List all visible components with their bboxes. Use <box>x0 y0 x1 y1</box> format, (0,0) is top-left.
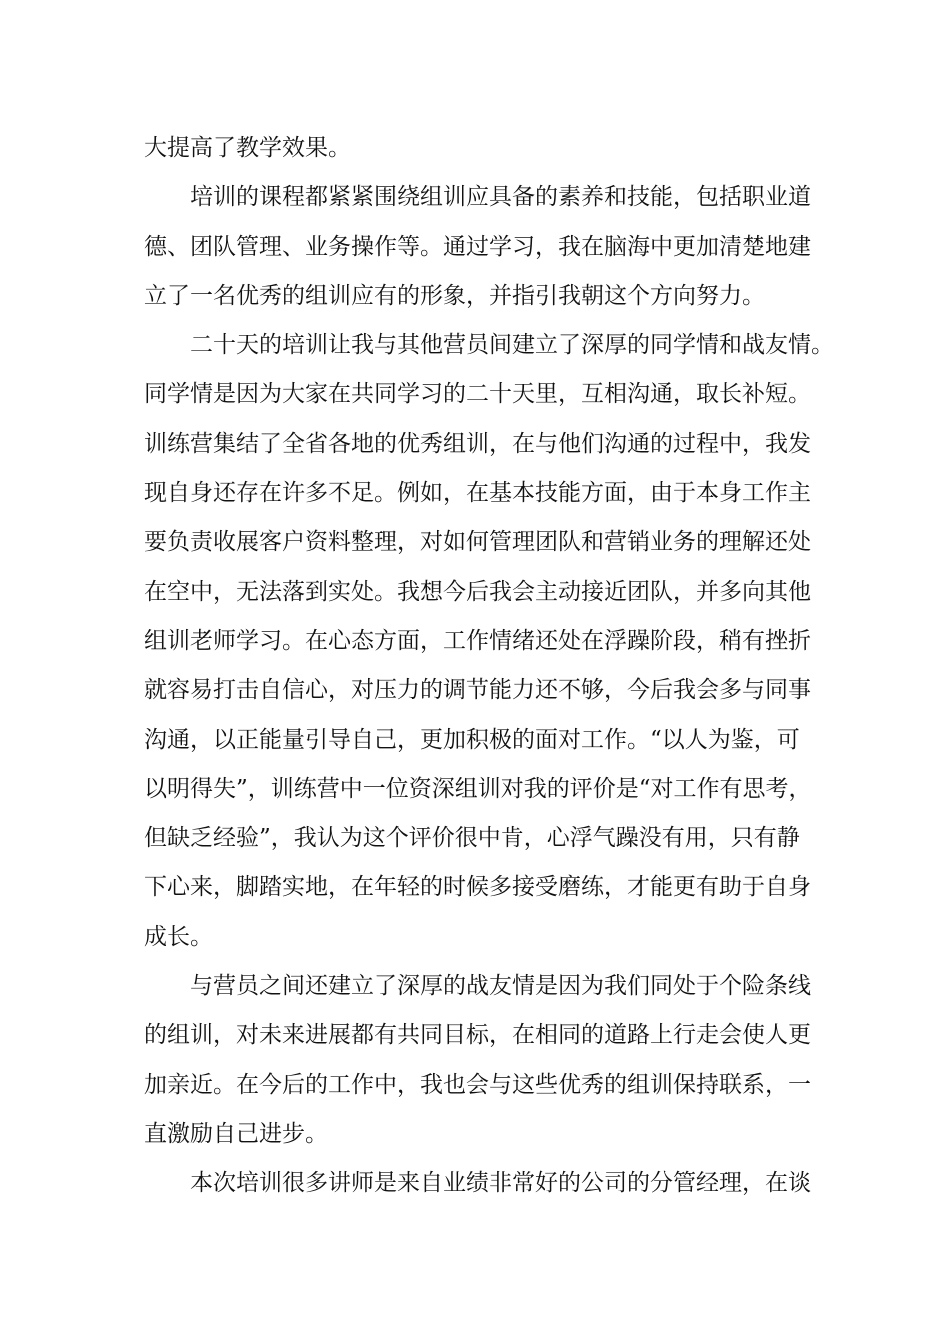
text-line: 下心来，脚踏实地，在年轻的时候多接受磨练，才能更有助于自身 <box>144 874 811 901</box>
text-line: 直激励自己进步。 <box>144 1120 328 1147</box>
text-line: 组训老师学习。在心态方面，工作情绪还处在浮躁阶段，稍有挫折 <box>144 627 811 654</box>
text-line: 以明得失”，训练营中一位资深组训对我的评价是“对工作有思考， <box>144 775 812 802</box>
text-line: 德、团队管理、业务操作等。通过学习，我在脑海中更加清楚地建 <box>144 233 811 260</box>
text-line: 与营员之间还建立了深厚的战友情是因为我们同处于个险条线 <box>190 973 811 1000</box>
text-line: 加亲近。在今后的工作中，我也会与这些优秀的组训保持联系，一 <box>144 1071 811 1098</box>
text-line: 立了一名优秀的组训应有的形象，并指引我朝这个方向努力。 <box>144 282 765 309</box>
text-line: 但缺乏经验”，我认为这个评价很中肯，心浮气躁没有用，只有静 <box>144 825 800 852</box>
text-line: 沟通，以正能量引导自己，更加积极的面对工作。“以人为鉴，可 <box>144 726 800 753</box>
text-line: 要负责收展客户资料整理，对如何管理团队和营销业务的理解还处 <box>144 529 811 556</box>
text-line: 本次培训很多讲师是来自业绩非常好的公司的分管经理，在谈 <box>190 1170 811 1197</box>
text-line: 培训的课程都紧紧围绕组训应具备的素养和技能，包括职业道 <box>190 184 811 211</box>
text-line: 现自身还存在许多不足。例如，在基本技能方面，由于本身工作主 <box>144 480 811 507</box>
document-body <box>144 124 834 1209</box>
text-line: 就容易打击自信心，对压力的调节能力还不够，今后我会多与同事 <box>144 677 811 704</box>
text-line: 二十天的培训让我与其他营员间建立了深厚的同学情和战友情。 <box>190 332 834 359</box>
text-line: 成长。 <box>144 923 213 950</box>
text-line: 在空中，无法落到实处。我想今后我会主动接近团队，并多向其他 <box>144 578 811 605</box>
text-line: 的组训，对未来进展都有共同目标，在相同的道路上行走会使人更 <box>144 1022 811 1049</box>
text-line: 大提高了教学效果。 <box>144 135 351 161</box>
text-line: 训练营集结了全省各地的优秀组训，在与他们沟通的过程中，我发 <box>144 430 811 457</box>
text-line: 同学情是因为大家在共同学习的二十天里，互相沟通，取长补短。 <box>144 381 811 408</box>
